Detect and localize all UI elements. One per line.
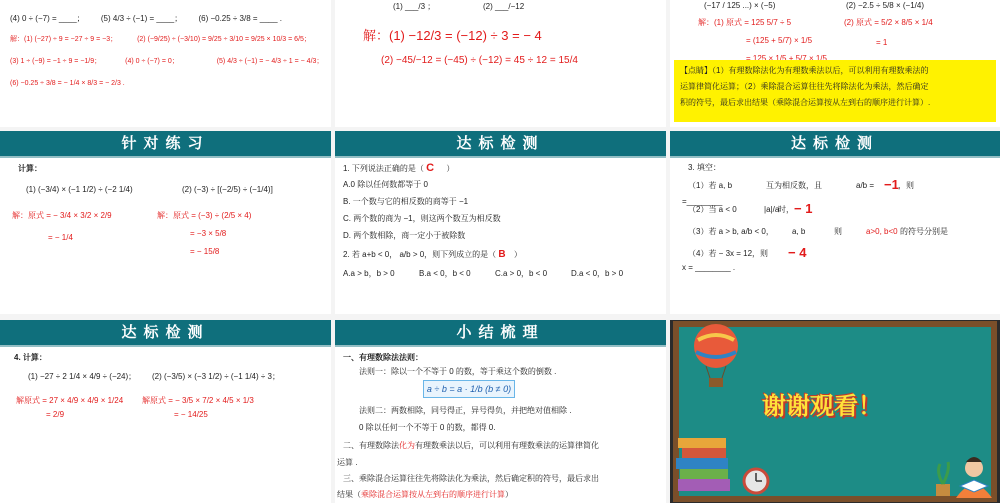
fill-3-a: （3）若 a > b, a/b < 0， [688,227,774,236]
option-c: C. 两个数的商为 −1，则这两个数互为相反数 [343,214,501,223]
question-2-close: ） [513,250,522,259]
heading-2-red: 化为 [399,441,415,450]
answer-2b: = −3 × 5/8 [190,229,227,238]
solution-1c: = 125 × 1/5 + 5/7 × 1/5 [746,54,827,60]
heading-2-part-1: 二、有理数除法 [343,441,399,450]
summary-heading-3: 三、乘除混合运算往往先将除法化为乘法，然后确定积的符号，最后求出 [343,474,599,483]
slide-2-thumbnail[interactable] [335,0,666,127]
heading-3-red: 乘除混合运算按从左到右的顺序进行计算 [361,490,505,499]
option-a: A.0 除以任何数都等于 0 [343,180,428,189]
question-1-answer: C [426,162,435,174]
note-line-1: 【点睛】（1）有理数除法化为有理数乘法以后，可以利用有理数乘法的 [680,66,929,75]
question-1 [343,162,454,175]
fill-4-blank: x = ________ . [682,263,736,272]
answer-1a: 解：原式 = − 3/4 × 3/2 × 2/9 [12,211,112,220]
rule-1: 法则一：除以一个不等于 0 的数，等于乘这个数的倒数 . [359,367,557,376]
fill-3-answer: a>0, b<0 [866,227,898,236]
sol-5: (5) 4/3 ÷ (−1) = − 4/3 ÷ 1 = − 4/3； [216,58,324,65]
fill-4-answer: − 4 [788,245,807,260]
header-divider [335,156,666,158]
summary-heading-1: 一、有理数除法法则： [343,353,423,362]
note-line-3: 积的符号，最后求出结果（乘除混合运算按从左到右的顺序进行计算）. [680,98,931,107]
header-divider [0,345,331,347]
problem-2: (2) (−3/5) × (−3 1/2) ÷ (−1 1/4) ÷ 3； [152,372,280,381]
q2-option-d: D.a < 0，b > 0 [571,269,624,278]
q2-option-b: B.a < 0，b < 0 [419,269,471,278]
fill-3-c: 则 [834,227,842,236]
q2-option-c: C.a > 0，b < 0 [495,269,548,278]
calc-label: 4. 计算： [14,353,47,362]
solution-1a: 解：(1) 原式 = 125 5/7 ÷ 5 [698,18,792,27]
question-1-text: 1. 下列说法正确的是（ [343,164,424,173]
answer-2c: = − 15/8 [190,247,220,256]
rule-2: 法则二：两数相除，同号得正，异号得负，并把绝对值相除 . [359,406,572,415]
fill-2-blank: =________ [682,197,723,206]
solution-line-3: (6) −0.25 ÷ 3/8 = − 1/4 × 8/3 = − 2/3 . [10,80,125,87]
solution-2b: = 1 [876,38,888,47]
slide-4-thumbnail[interactable] [0,131,331,314]
solution-2a: (2) 原式 = 5/2 × 8/5 × 1/4 [844,18,933,27]
fill-4-a: （4）若 − 3x = 12，则 [688,249,769,258]
solution-line-1 [10,36,311,44]
solution-1b: = (125 + 5/7) × 1/5 [746,36,813,45]
question-2-answer: B [498,249,506,260]
slide-5-thumbnail[interactable] [335,131,666,314]
fill-2-answer: − 1 [794,201,813,216]
slide-header: 小结梳理 [335,320,666,345]
slide-8-thumbnail[interactable] [335,320,666,503]
fill-2-b: |a|/a [764,205,780,214]
problem-1: (1) −27 ÷ 2 1/4 × 4/9 ÷ (−24)； [28,372,137,381]
sol-3: (3) 1 ÷ (−9) = −1 ÷ 9 = −1/9； [10,58,102,65]
slide-header: 达标检测 [670,131,1000,156]
problem-2: (2) (−3) ÷ [(−2/5) ÷ (−1/4)] [182,185,273,194]
top-fraction-1: (1) ___/3 ； [393,2,436,11]
fill-label: 3. 填空： [688,163,721,172]
heading-2-part-2: 有理数乘法以后，可以利用有理数乘法的运算律简化 [415,441,599,450]
fill-1-a: （1）若 a, b [688,181,733,190]
summary-heading-2 [343,441,599,451]
fill-1-answer: −1 [884,177,899,192]
question-2-text: 2. 若 a+b < 0， a/b > 0，则下列成立的是（ [343,250,497,259]
slide-header: 达标检测 [0,320,331,345]
slide-header: 针对练习 [0,131,331,156]
header-divider [335,345,666,347]
heading-3-part-2: ） [505,490,513,499]
fill-1-c: a/b = [856,181,875,190]
answer-1a: 解原式 = 27 × 4/9 × 4/9 × 1/24 [16,396,124,405]
option-d: D. 两个数相除，商一定小于被除数 [343,231,466,240]
summary-heading-2-cont: 运算 . [337,458,358,467]
question-2 [343,249,522,261]
rule-3: 0 除以任何一个不等于 0 的数，都得 0. [359,423,496,432]
header-divider [0,156,331,158]
sol-2: (2) (−9/25) ÷ (−3/10) = 9/25 ÷ 3/10 = 9/25 × 10/3 = 6/5； [137,36,311,43]
sol-1: 解：(1) (−27) ÷ 9 = −27 ÷ 9 = −3； [10,36,118,43]
question-1-close: ） [446,164,455,173]
slide-1-thumbnail[interactable] [0,0,331,127]
answer-1b: = 2/9 [46,410,65,419]
answer-2b: = − 14/25 [174,410,208,419]
slide-6-thumbnail[interactable] [670,131,1000,314]
division-formula-box: a ÷ b = a · 1/b (b ≠ 0) [423,380,515,398]
q4-text: (4) 0 ÷ (−7) = ____； [10,14,85,23]
clock-icon [744,469,768,493]
thanks-title: 谢谢观看！ [762,392,882,420]
slide-3-thumbnail[interactable] [670,0,1000,127]
fill-3-b: a, b [792,227,806,236]
q2-option-a: A.a > b，b > 0 [343,269,395,278]
slide-9-thumbnail[interactable] [670,320,1000,503]
solution-line-2 [10,58,323,66]
note-line-2: 运算律简化运算；（2）乘除混合运算往往先将除法化为乘法，然后确定 [680,82,929,91]
fill-2-a: （2）当 a < 0 [688,205,737,214]
header-divider [670,156,1000,158]
heading-3-part-1: 结果（ [337,490,361,499]
books-stack-icon [676,438,730,491]
slide-7-thumbnail[interactable] [0,320,331,503]
summary-heading-3-cont [337,490,513,500]
note-highlight-box [674,60,996,122]
answer-2a: 解：原式 = (−3) ÷ (2/5 × 4) [157,211,252,220]
answer-2a: 解原式 = − 3/5 × 7/2 × 4/5 × 1/3 [142,396,254,405]
top-expr-2: (2) −2.5 ÷ 5/8 × (−1/4) [846,1,924,10]
top-expr-1: (−17 / 125 ...) × (−5) [704,1,776,10]
fill-3-d: 的符号分别是 [900,227,948,236]
question-row [10,14,325,24]
option-b: B. 一个数与它的相反数的商等于 −1 [343,197,469,206]
sol-4: (4) 0 ÷ (−7) = 0； [125,58,179,65]
answer-1b: = − 1/4 [48,233,73,242]
q6-text: (6) −0.25 ÷ 3/8 = ____ . [198,14,283,23]
solution-2: (2) −45/−12 = (−45) ÷ (−12) = 45 ÷ 12 = 15/4 [381,55,578,66]
fill-1-d: ，则 [898,181,914,190]
fill-2-c: 时， [778,205,794,214]
calc-label: 计算： [18,164,42,173]
solution-1: 解：(1) −12/3 = (−12) ÷ 3 = − 4 [363,28,542,43]
q5-text: (5) 4/3 ÷ (−1) = ____； [100,14,183,23]
fill-1-b: 互为相反数，且 [766,181,822,190]
top-fraction-2: (2) ___/−12 [483,2,525,11]
slide-header: 达标检测 [335,131,666,156]
problem-1: (1) (−3/4) × (−1 1/2) ÷ (−2 1/4) [26,185,133,194]
